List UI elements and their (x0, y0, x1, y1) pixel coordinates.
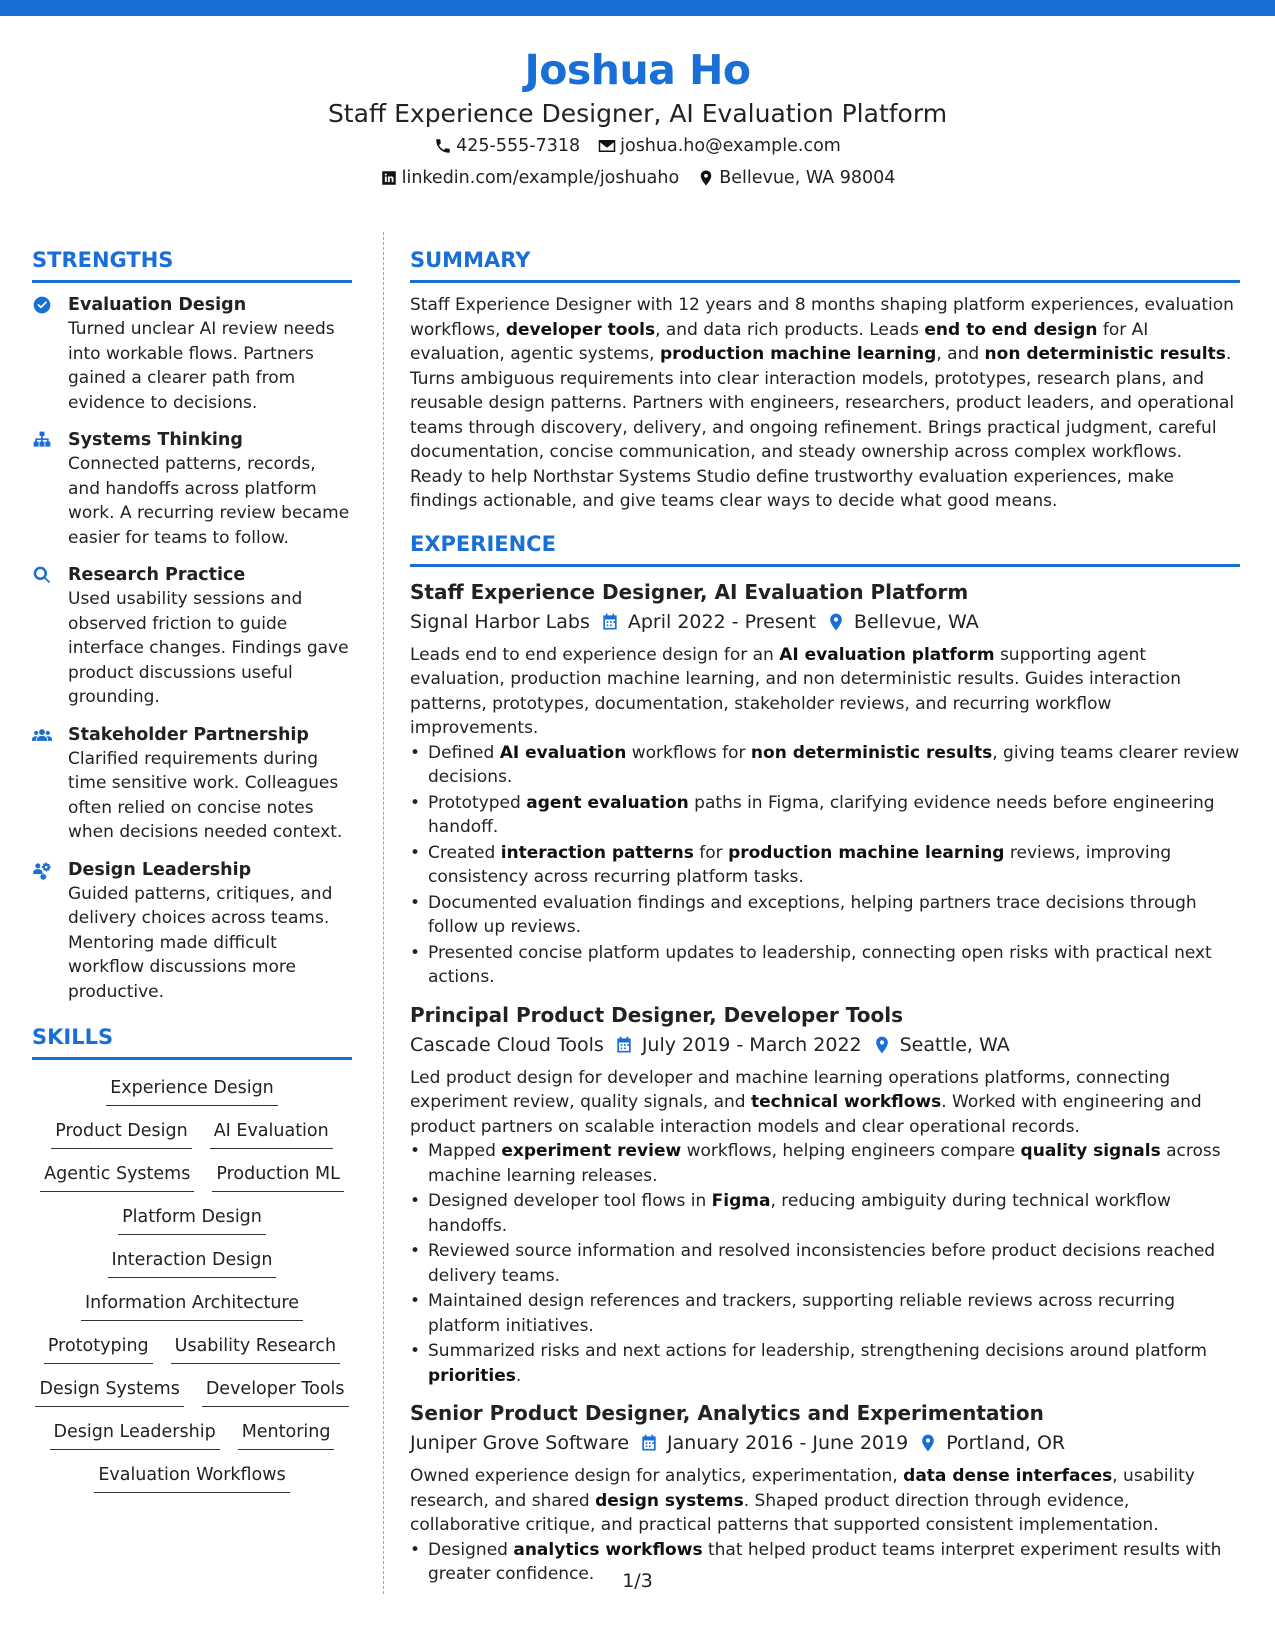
strength-title: Systems Thinking (68, 430, 243, 450)
top-accent-bar (0, 0, 1275, 16)
summary-paragraph: Staff Experience Designer with 12 years and 8 months shaping platform experiences, evaluation workflows, developer tools, and data rich products. Leads end to end design for AI evaluation, agentic systems, production machine learning, and non deterministic results. Turns ambiguous requirements into clear interaction models, prototypes, research plans, and reusable design patterns. Partners with engineers, researchers, product leaders, and operational teams through discovery, delivery, and ongoing refinement. Brings practical judgment, careful documentation, concise communication, and steady ownership across complex workflows. Ready to help Northstar Systems Studio define trustworthy evaluation experiences, make findings actionable, and give teams clear ways to decide what good means. (410, 295, 1235, 511)
skills-heading: SKILLS (32, 1017, 352, 1060)
job-company: Signal Harbor Labs (410, 610, 590, 633)
strength-desc: Connected patterns, records, and handoffs across platform work. A recurring review became easier for teams to follow. (68, 454, 350, 548)
strength-title: Design Leadership (68, 859, 252, 880)
experience-heading: EXPERIENCE (410, 524, 1240, 567)
resume-header (0, 44, 1275, 194)
job-location: Bellevue, WA (853, 610, 979, 633)
calendar-icon (639, 1433, 659, 1453)
experience-list (410, 577, 1240, 1587)
job-company: Cascade Cloud Tools (410, 1033, 604, 1056)
strength-desc: Turned unclear AI review needs into workable flows. Partners gained a clearer path from evidence to decisions. (68, 319, 335, 413)
location-text: Bellevue, WA 98004 (719, 168, 896, 188)
emphasis-text: non deterministic results (984, 344, 1226, 364)
linkedin-contact[interactable] (380, 162, 680, 194)
skill-tag: Production ML (212, 1160, 344, 1192)
candidate-name: Joshua Ho (524, 46, 751, 94)
sitemap-icon (32, 430, 52, 450)
job-bullets (410, 741, 1240, 990)
emphasis-text: data dense interfaces (903, 1466, 1113, 1486)
skill-tag: Design Systems (35, 1375, 183, 1407)
job-bullet: • Designed developer tool flows in Figma, reducing ambiguity during technical workflow handoffs. (410, 1189, 1240, 1238)
strengths-list (32, 293, 352, 1004)
location-contact (697, 162, 895, 194)
linkedin-text[interactable]: linkedin.com/example/joshuaho (401, 168, 680, 188)
emphasis-text: AI evaluation platform (779, 644, 995, 665)
emphasis-text: production machine learning (659, 344, 937, 364)
page-number: 1/3 (622, 1570, 653, 1592)
job-meta (410, 1428, 1240, 1458)
job-title: Staff Experience Designer, AI Evaluation Platform (410, 579, 969, 604)
candidate-title: Staff Experience Designer, AI Evaluation Platform (327, 99, 948, 128)
map-pin-icon (697, 169, 715, 187)
left-column (32, 240, 352, 1493)
skill-tag: Evaluation Workflows (94, 1461, 289, 1493)
skills-list (32, 1070, 352, 1493)
skill-tag: Developer Tools (202, 1375, 349, 1407)
strength-item (32, 563, 352, 710)
map-pin-icon (872, 1035, 892, 1055)
emphasis-text: developer tools (505, 319, 656, 340)
job-bullet: • Defined AI evaluation workflows for non deterministic results, giving teams clearer review decisions. (410, 741, 1240, 790)
job-bullet: • Maintained design references and trackers, supporting reliable reviews across recurring platform initiatives. (410, 1289, 1240, 1338)
emphasis-text: analytics workflows (513, 1539, 703, 1560)
job-bullet: • Mapped experiment review workflows, helping engineers compare quality signals across machine learning releases. (410, 1139, 1240, 1188)
job-title: Principal Product Designer, Developer Tools (410, 1002, 903, 1027)
strengths-heading: STRENGTHS (32, 240, 352, 283)
map-pin-icon (918, 1433, 938, 1453)
emphasis-text: experiment review (501, 1141, 682, 1161)
strength-item (32, 428, 352, 550)
job-bullet: • Reviewed source information and resolved inconsistencies before product decisions reached delivery teams. (410, 1239, 1240, 1288)
job-bullet: • Presented concise platform updates to leadership, connecting open risks with practical next actions. (410, 941, 1240, 990)
job-entry (410, 577, 1240, 990)
job-description: Leads end to end experience design for an AI evaluation platform supporting agent evaluation, production machine learning, and non deterministic results. Guides interaction patterns, prototypes, documentation, stakeholder reviews, and recurring workflow improvements. (410, 644, 1181, 738)
strength-desc: Clarified requirements during time sensitive work. Colleagues often relied on concise notes when decisions needed context. (68, 748, 343, 842)
strength-title: Research Practice (68, 565, 246, 585)
emphasis-text: interaction patterns (500, 842, 694, 863)
job-description: Owned experience design for analytics, experimentation, data dense interfaces, usability research, and shared design systems. Shaped product direction through evidence, collaborative critique, and practical patterns that supported consistent implementation. (410, 1466, 1195, 1535)
skill-tag: Interaction Design (108, 1246, 277, 1278)
job-dates: April 2022 - Present (627, 610, 816, 633)
job-company: Juniper Grove Software (410, 1432, 630, 1454)
envelope-icon (598, 137, 616, 155)
strength-title: Evaluation Design (68, 295, 247, 315)
emphasis-text: production machine learning (728, 842, 1005, 863)
job-bullets (410, 1139, 1240, 1388)
skill-tag: Prototyping (44, 1332, 153, 1364)
right-column (410, 240, 1240, 1597)
strength-desc: Used usability sessions and observed friction to guide interface changes. Findings gave product discussions useful grounding. (68, 589, 349, 707)
job-entry (410, 1000, 1240, 1389)
skill-tag: Usability Research (171, 1332, 340, 1364)
emphasis-text: end to end design (924, 319, 1098, 340)
users-icon (32, 725, 52, 745)
check-circle-icon (32, 295, 52, 315)
emphasis-text: Figma (711, 1191, 771, 1211)
strength-desc: Guided patterns, critiques, and delivery choices across teams. Mentoring made difficult workflow discussions more productive. (68, 883, 333, 1002)
strength-title: Stakeholder Partnership (68, 724, 309, 745)
job-dates: January 2016 - June 2019 (667, 1432, 909, 1454)
emphasis-text: agent evaluation (526, 792, 689, 813)
job-entry (410, 1398, 1240, 1587)
users-gear-icon (32, 860, 52, 880)
emphasis-text: non deterministic results (750, 742, 993, 763)
emphasis-text: priorities (428, 1365, 516, 1386)
strength-item (32, 723, 352, 845)
emphasis-text: technical workflows (750, 1092, 942, 1112)
job-bullet: • Summarized risks and next actions for leadership, strengthening decisions around platform priorities. (410, 1339, 1240, 1388)
phone-text: 425-555-7318 (456, 136, 581, 156)
job-bullet: • Prototyped agent evaluation paths in Figma, clarifying evidence needs before engineering handoff. (410, 791, 1240, 840)
skill-tag: Information Architecture (81, 1289, 303, 1321)
email-contact[interactable] (598, 130, 841, 162)
job-title: Senior Product Designer, Analytics and Experimentation (410, 1401, 1044, 1425)
job-bullet: • Created interaction patterns for production machine learning reviews, improving consistency across recurring platform tasks. (410, 841, 1240, 890)
calendar-icon (614, 1035, 634, 1055)
phone-contact (434, 130, 580, 162)
strength-item (32, 858, 352, 1005)
skill-tag: Platform Design (118, 1203, 266, 1235)
job-location: Portland, OR (946, 1432, 1066, 1454)
summary-heading: SUMMARY (410, 240, 1240, 283)
contact-row-2 (0, 162, 1275, 194)
strength-item (32, 293, 352, 415)
linkedin-icon (380, 169, 398, 187)
emphasis-text: AI evaluation (499, 742, 627, 763)
emphasis-text: quality signals (1020, 1141, 1161, 1161)
column-divider (383, 232, 384, 1594)
job-description: Led product design for developer and machine learning operations platforms, connecting experiment review, quality signals, and technical workflows. Worked with engineering and product partners on scalable interaction models and clear operational records. (410, 1067, 1202, 1137)
job-bullet: • Documented evaluation findings and exceptions, helping partners trace decisions through follow up reviews. (410, 891, 1240, 940)
skill-tag: Mentoring (238, 1418, 335, 1450)
job-meta (410, 1030, 1240, 1060)
email-text[interactable]: joshua.ho@example.com (620, 136, 841, 156)
skill-tag: AI Evaluation (210, 1117, 333, 1149)
skill-tag: Experience Design (106, 1074, 278, 1106)
emphasis-text: design systems (595, 1490, 744, 1511)
job-meta (410, 607, 1240, 637)
map-pin-icon (826, 612, 846, 632)
skill-tag: Product Design (51, 1117, 191, 1149)
job-bullet: • Designed analytics workflows that helped product teams interpret experiment results with greater confidence. (410, 1538, 1240, 1587)
job-location: Seattle, WA (899, 1033, 1010, 1056)
calendar-icon (600, 612, 620, 632)
phone-icon (434, 137, 452, 155)
contact-row-1 (0, 130, 1275, 162)
skill-tag: Agentic Systems (40, 1160, 194, 1192)
search-icon (32, 565, 52, 585)
skill-tag: Design Leadership (50, 1418, 220, 1450)
job-dates: July 2019 - March 2022 (641, 1033, 862, 1056)
